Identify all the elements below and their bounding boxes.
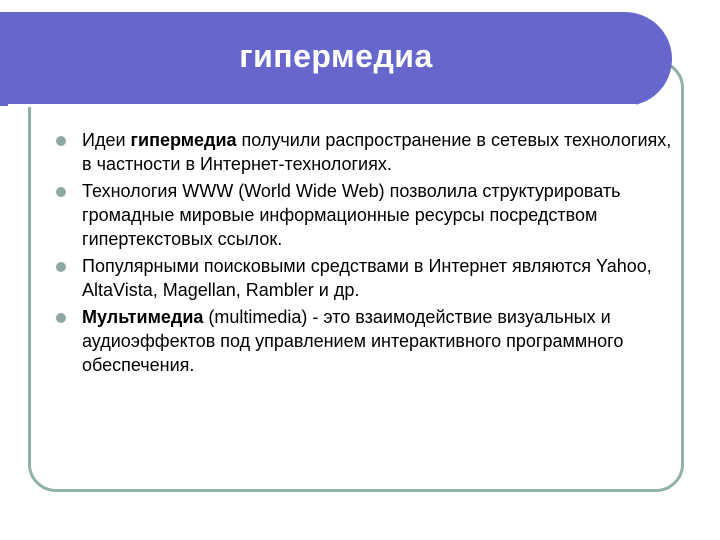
bullet-segment: получили распространение в сетевых технологиях, в частности в Интернет-технологиях. — [82, 130, 672, 174]
bullet-text — [82, 307, 623, 375]
bullet-segment-bold: Мультимедиа — [82, 307, 204, 327]
bullet-text — [82, 256, 652, 300]
bullet-segment: (multimedia) - это взаимодействие визуальных и аудиоэффектов под управлением интерактивного программного обеспечения. — [82, 307, 624, 375]
bullet-segment-bold: гипермедиа — [130, 130, 237, 150]
bullet-segment: Идеи — [82, 130, 131, 150]
bullet-dot-icon — [56, 262, 66, 272]
bullet-list — [44, 128, 684, 380]
bullet-item — [44, 128, 684, 176]
bullet-dot-icon — [56, 187, 66, 197]
bullet-dot-icon — [56, 313, 66, 323]
bullet-item — [44, 179, 684, 251]
bullet-dot-icon — [56, 136, 66, 146]
slide-title: гипермедиа — [239, 38, 433, 74]
bullet-segment: Популярными поисковыми средствами в Интернет являются Yahoo, AltaVista, Magellan, Rambler и др. — [82, 256, 652, 300]
title-bar — [0, 12, 672, 106]
bullet-text — [82, 130, 671, 174]
bullet-segment: Технология WWW (World Wide Web) позволила структурировать громадные мировые информационные ресурсы посредством гипертекстовых ссылок. — [82, 181, 621, 249]
bullet-item — [44, 305, 684, 377]
title-underline — [8, 104, 636, 107]
bullet-text — [82, 181, 621, 249]
bullet-item — [44, 254, 684, 302]
